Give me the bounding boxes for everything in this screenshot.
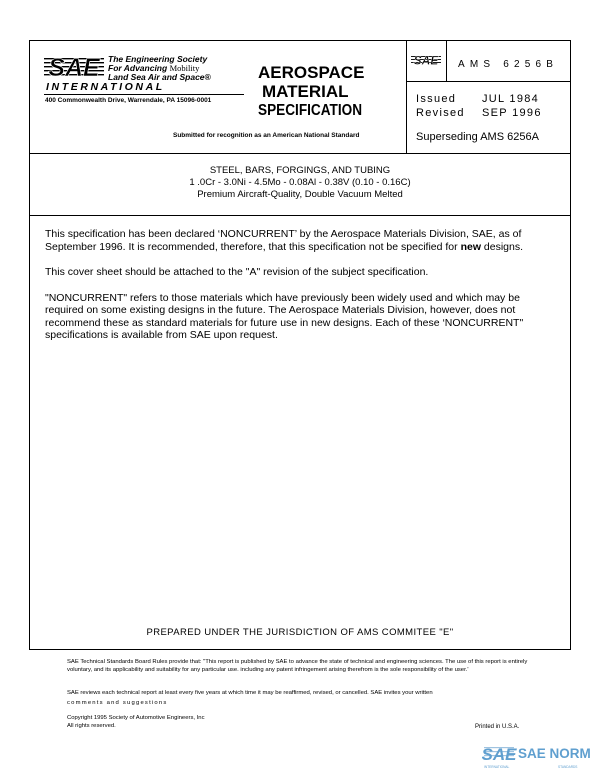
divider [446,41,447,81]
sae-logo-icon [44,54,104,80]
international-label: INTERNATIONAL [46,81,165,93]
subject-line: Premium Aircraft-Quality, Double Vacuum Melted [197,189,403,200]
document-number: AMS 6256B [458,59,559,70]
svg-text:STANDARDS: STANDARDS [558,765,578,769]
footer-rules: SAE Technical Standards Board Rules provide that: "This report is published by SAE to advance the state of technical and engineering sciences. The use of this report is entirely voluntary, and its applicability and suitability for any particular use. including any patent infringement arising therefrom is the sole responsibility of the user.' [67,659,528,673]
divider [44,94,244,95]
footer-copyright: Copyright 1995 Society of Automotive Engineers, Inc All rights reserved. [67,715,205,729]
issue-dates: Issued JUL 1984 Revised SEP 1996 [416,93,542,119]
printed-in: Printed in U.S.A. [475,724,520,730]
paragraph: "NONCURRENT" refers to those materials which have previously been widely used and which may be required on some existing designs in the future. The Aerospace Materials Division, however, does not recommend these as standard materials for future use in new designs. Each of these ‘NONCURRENT" specifications is available from SAE upon request. [45,291,524,341]
footer-review: SAE reviews each technical report at least every five years at which time it may be reaffirmed, revised, or cancelled. SAE invites your written comments and suggestions [67,690,433,706]
svg-text:SAE: SAE [48,54,100,80]
sae-norm-watermark-icon [482,741,592,771]
header-block [30,41,570,154]
spec-frame [29,40,571,650]
prepared-by: PREPARED UNDER THE JURISDICTION OF AMS COMMITEE "E" [146,627,454,638]
divider [406,41,407,153]
subject-block [30,153,570,216]
subject-line: STEEL, BARS, FORGINGS, AND TUBING [209,165,391,176]
society-text: The Engineering Society For Advancing Mobility Land Sea Air and Space® [108,54,211,82]
paragraph: This cover sheet should be attached to the "A" revision of the subject specification. [45,266,429,278]
svg-text:SAE NORM: SAE NORM [518,746,591,761]
address: 400 Commonwealth Drive, Warrendale, PA 15096-0001 [45,97,212,104]
body-text [45,228,557,355]
document-title: AEROSPACE MATERIAL SPECIFICATION [258,63,365,119]
svg-text:SAE: SAE [482,745,517,764]
paragraph: This specification has been declared ‘NONCURRENT’ by the Aerospace Materials Division, SAE, as of September 1996. It is recommended, therefore, that this specification not be specified for new designs. [45,228,524,253]
svg-text:INTERNATIONAL: INTERNATIONAL [484,765,510,769]
divider [406,81,570,82]
recognition-note: Submitted for recognition as an American National Standard [173,132,360,139]
sae-small-logo-icon [411,53,441,67]
superseding: Superseding AMS 6256A [416,131,539,143]
subject-line: 1 .0Cr - 3.0Ni - 4.5Mo - 0.08Al - 0.38V (0.10 - 0.16C) [189,177,411,188]
svg-text:SAE: SAE [413,53,439,67]
